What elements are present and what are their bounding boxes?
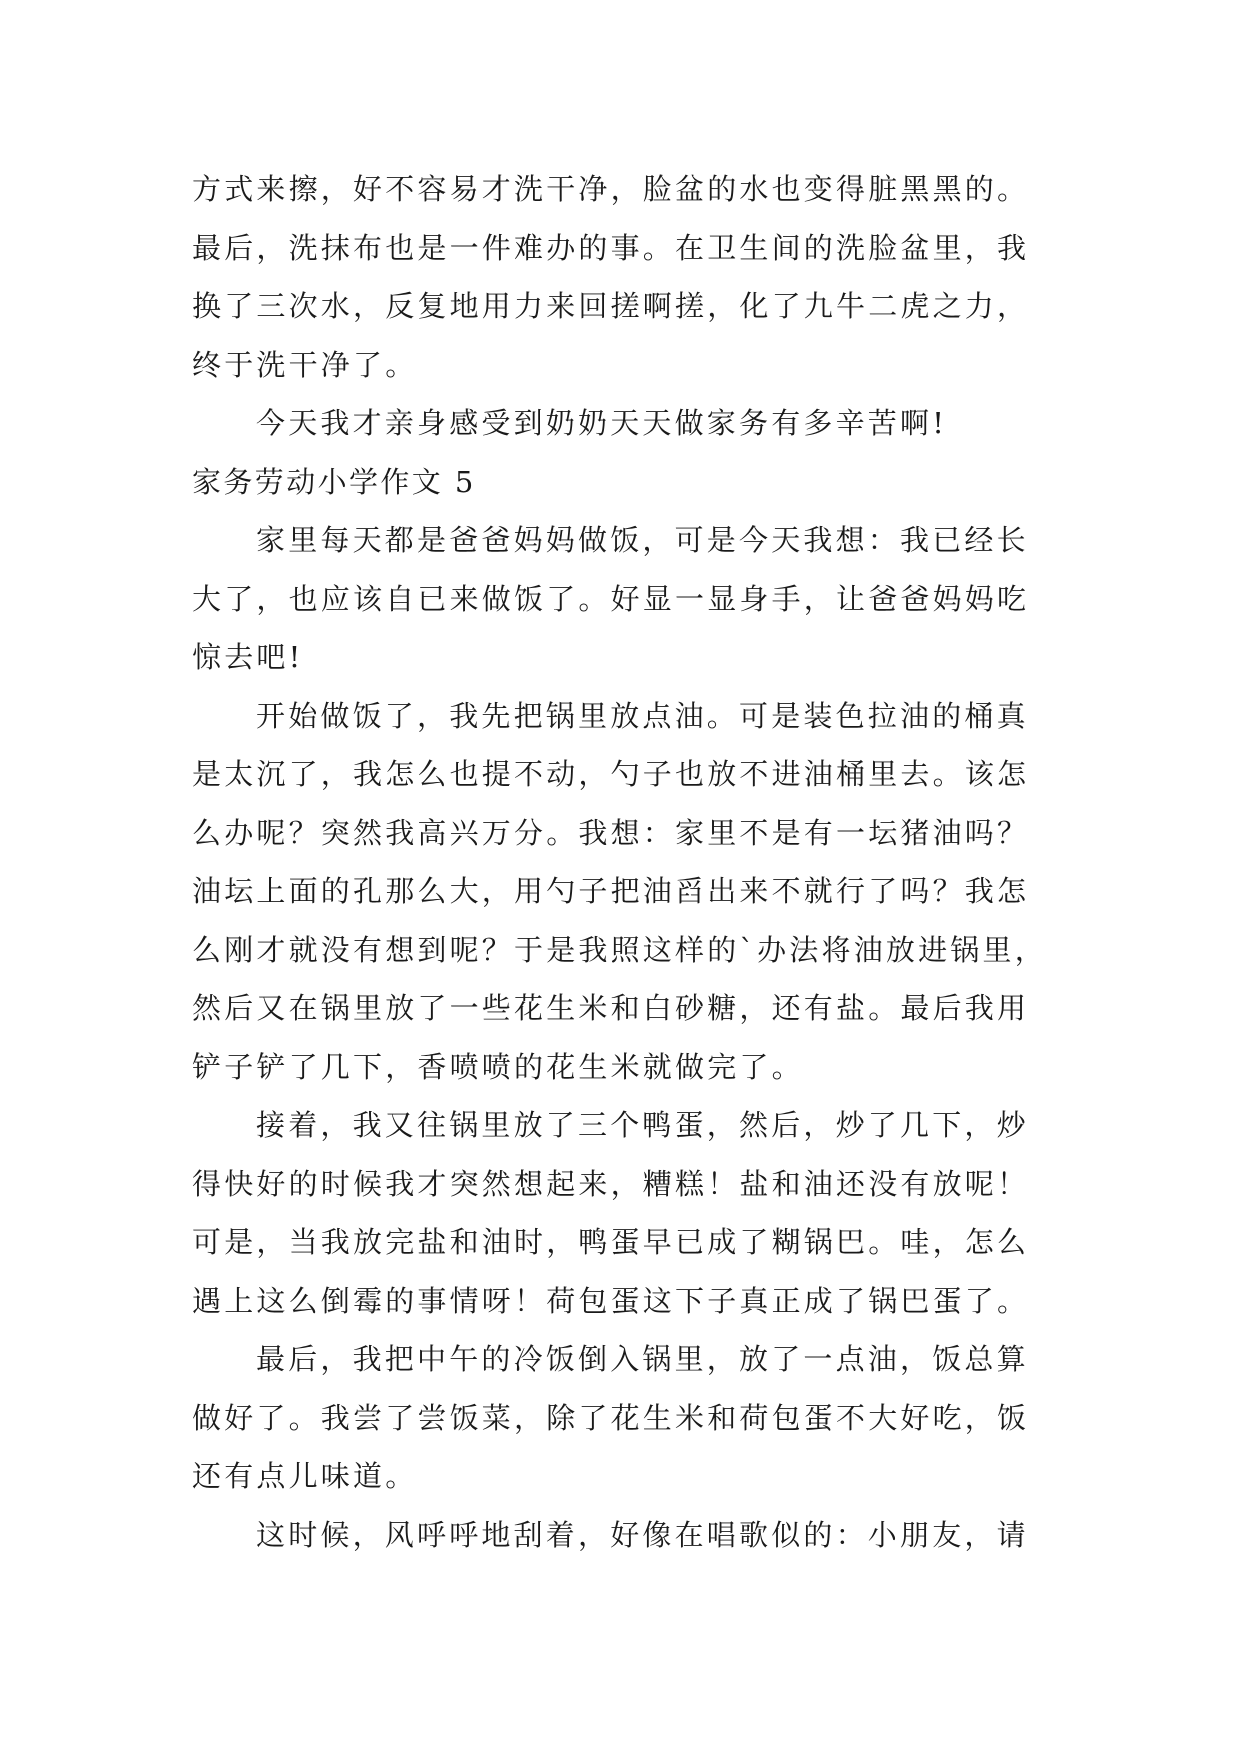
text-line: 接着，我又往锅里放了三个鸭蛋，然后，炒了几下，炒: [256, 1108, 1029, 1142]
document-body: [192, 160, 1072, 1564]
text-line: 是太沉了，我怎么也提不动，勺子也放不进油桶里去。该怎: [192, 757, 1030, 791]
text-line: 然后又在锅里放了一些花生米和白砂糖，还有盐。最后我用: [192, 991, 1030, 1025]
text-line: 大了，也应该自已来做饭了。好显一显身手，让爸爸妈妈吃: [192, 581, 1030, 616]
text-line: 么刚才就没有想到呢？于是我照这样的`办法将油放进锅里，: [192, 932, 1047, 967]
text-line: 做好了。我尝了尝饭菜，除了花生米和荷包蛋不大好吃，饭: [192, 1400, 1030, 1435]
text-line: 还有点儿味道。: [192, 1459, 418, 1493]
text-line: 方式来擦，好不容易才洗干净，脸盆的水也变得脏黑黑的。: [192, 172, 1030, 206]
text-line: 油坛上面的孔那么大，用勺子把油舀出来不就行了吗？我怎: [192, 874, 1030, 908]
text-line: 开始做饭了，我先把锅里放点油。可是装色拉油的桶真: [256, 698, 1029, 733]
text-line: 么办呢？突然我高兴万分。我想：家里不是有一坛猪油吗？: [192, 815, 1030, 850]
text-line: 这时候，风呼呼地刮着，好像在唱歌似的：小朋友，请: [256, 1517, 1029, 1552]
text-line: 家里每天都是爸爸妈妈做饭，可是今天我想：我已经长: [256, 523, 1029, 557]
text-line: 终于洗干净了。: [192, 347, 418, 382]
text-line: 最后，我把中午的冷饭倒入锅里，放了一点油，饭总算: [256, 1342, 1029, 1376]
text-line: 可是，当我放完盐和油时，鸭蛋早已成了糊锅巴。哇，怎么: [192, 1225, 1030, 1259]
text-line: 换了三次水，反复地用力来回搓啊搓，化了九牛二虎之力，: [192, 289, 1030, 323]
section-heading: 家务劳动小学作文 5: [192, 464, 476, 499]
text-line: 今天我才亲身感受到奶奶天天做家务有多辛苦啊!: [256, 406, 948, 440]
text-line: 最后，洗抹布也是一件难办的事。在卫生间的洗脸盆里，我: [192, 230, 1030, 265]
text-line: 得快好的时候我才突然想起来，糟糕！盐和油还没有放呢！: [192, 1166, 1030, 1201]
text-line: 遇上这么倒霉的事情呀！荷包蛋这下子真正成了锅巴蛋了。: [192, 1283, 1030, 1318]
text-line: 惊去吧!: [192, 640, 304, 674]
text-line: 铲子铲了几下，香喷喷的花生米就做完了。: [192, 1049, 804, 1084]
